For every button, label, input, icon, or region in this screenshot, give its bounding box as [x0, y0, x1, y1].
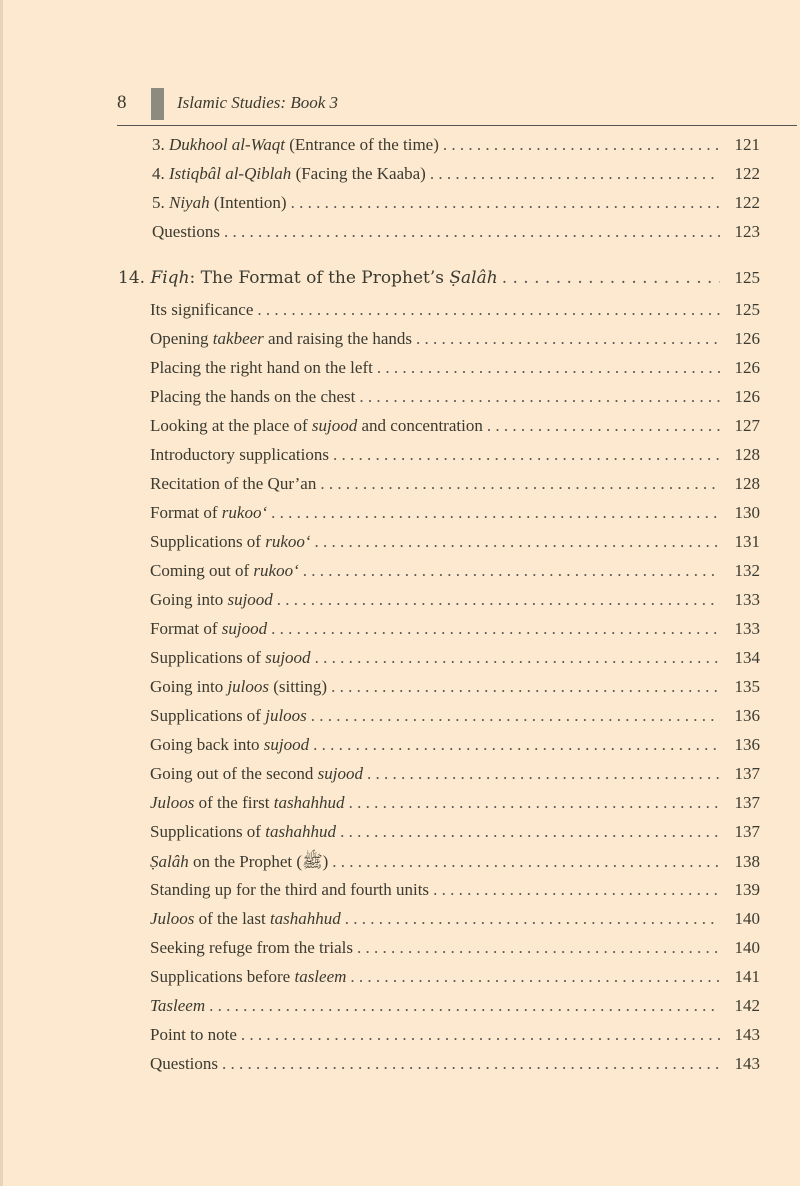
title-text: Supplications of — [150, 532, 266, 551]
page-number: 128 — [734, 474, 760, 493]
toc-entry-title — [150, 561, 299, 581]
header-rule — [117, 125, 797, 126]
toc-entry[interactable] — [150, 648, 760, 668]
italic-term: Tasleem — [150, 996, 206, 1015]
title-text: Its significance — [150, 300, 254, 319]
toc-entry-title — [150, 851, 328, 876]
toc-entry-title — [150, 300, 253, 320]
page-number: 126 — [734, 358, 760, 377]
dot-leader — [426, 164, 720, 184]
title-text: 4. — [152, 164, 169, 183]
toc-entry[interactable] — [150, 619, 760, 639]
title-text: : The Format of the Prophet’s — [189, 268, 450, 288]
italic-term: Ṣalâh — [449, 268, 498, 288]
italic-term: rukoo‘ — [221, 503, 268, 522]
toc-entry[interactable] — [150, 793, 760, 813]
dot-leader — [311, 532, 720, 552]
toc-entry-title — [150, 416, 483, 436]
page-number: 140 — [734, 909, 760, 928]
dot-leader — [327, 677, 720, 697]
title-text: Seeking refuge from the trials — [150, 938, 353, 957]
page-edge — [0, 0, 3, 1186]
italic-term: takbeer — [212, 329, 264, 348]
dot-leader — [287, 193, 720, 213]
dot-leader — [329, 445, 720, 465]
title-text: Point to note — [150, 1025, 237, 1044]
title-text: Supplications of — [150, 706, 266, 725]
toc-entry-title — [150, 677, 327, 697]
toc-entry-title — [150, 1054, 218, 1074]
toc-entry-title — [150, 938, 353, 958]
title-text: Looking at the place of — [150, 416, 312, 435]
toc-entry-title — [150, 909, 341, 929]
italic-term: sujood — [221, 619, 268, 638]
italic-term: Niyah — [169, 193, 210, 212]
title-text: Supplications of — [150, 822, 266, 841]
italic-term: Ṣalâh — [150, 852, 189, 871]
toc-entry-title — [150, 648, 311, 668]
page-number: 143 — [734, 1025, 760, 1044]
page-number: 133 — [734, 590, 760, 609]
page-number: 137 — [734, 822, 760, 841]
dot-leader — [336, 822, 720, 842]
title-text: of the first — [194, 793, 274, 812]
toc-entry-title — [152, 222, 220, 242]
toc-entry[interactable] — [150, 387, 760, 407]
toc-entry[interactable] — [150, 822, 760, 842]
dot-leader — [273, 590, 720, 610]
toc-entry[interactable] — [150, 764, 760, 784]
page-number: 141 — [734, 967, 760, 986]
dot-leader — [205, 996, 720, 1016]
toc-entry-title — [150, 503, 267, 523]
toc-entry[interactable] — [150, 996, 760, 1016]
toc-entry[interactable] — [150, 706, 760, 726]
dot-leader — [220, 222, 720, 242]
toc-entry-title — [150, 358, 373, 378]
toc-entry[interactable] — [150, 677, 760, 697]
toc-entry-title — [118, 268, 498, 288]
toc-entry[interactable] — [150, 851, 760, 876]
italic-term: juloos — [227, 677, 270, 696]
title-text: (Facing the Kaaba) — [291, 164, 426, 183]
toc-entry-title — [150, 590, 273, 610]
toc-entry[interactable] — [152, 193, 760, 213]
toc-entry-title — [150, 619, 267, 639]
toc-entry[interactable] — [150, 532, 760, 552]
dot-leader — [363, 764, 720, 784]
page-number: 126 — [734, 387, 760, 406]
toc-entry[interactable] — [152, 222, 760, 242]
italic-term: Istiqbâl al-Qiblah — [169, 164, 292, 183]
toc-entry-title — [150, 735, 309, 755]
title-text: and concentration — [357, 416, 483, 435]
title-text: Placing the hands on the chest — [150, 387, 356, 406]
title-text: Questions — [152, 222, 220, 241]
italic-term: juloos — [265, 706, 307, 725]
dot-leader — [345, 793, 720, 813]
title-text: Supplications of — [150, 648, 266, 667]
dot-leader — [237, 1025, 720, 1045]
running-title: Islamic Studies: Book 3 — [177, 93, 338, 112]
title-text: 3. — [152, 135, 169, 154]
page-number: 122 — [734, 164, 760, 183]
italic-term: tashahhud — [273, 793, 345, 812]
dot-leader — [218, 1054, 720, 1074]
page-number: 121 — [734, 135, 760, 154]
dot-leader — [311, 648, 720, 668]
page-number: 122 — [734, 193, 760, 212]
toc-entry-title — [152, 135, 439, 155]
title-text: Opening — [150, 329, 213, 348]
toc-entry[interactable] — [150, 1025, 760, 1045]
page-number: 137 — [734, 793, 760, 812]
dot-leader — [316, 474, 720, 494]
page-number: 138 — [734, 852, 760, 871]
italic-term: Juloos — [150, 909, 195, 928]
toc-entry-title — [150, 764, 363, 784]
page-number: 8 — [117, 92, 127, 113]
toc-entry-title — [150, 996, 205, 1016]
italic-term: Juloos — [150, 793, 195, 812]
title-text: 5. — [152, 193, 169, 212]
toc-entry[interactable] — [152, 164, 760, 184]
italic-term: sujood — [227, 590, 273, 609]
page-number: 134 — [734, 648, 760, 667]
italic-term: tashahhud — [265, 822, 337, 841]
dot-leader — [429, 880, 720, 900]
title-text: of the last — [194, 909, 270, 928]
toc-entry[interactable] — [150, 416, 760, 436]
italic-term: rukoo‘ — [265, 532, 311, 551]
toc-entry[interactable] — [150, 1054, 760, 1074]
title-text: Questions — [150, 1054, 218, 1073]
title-text: Recitation of the Qur’an — [150, 474, 317, 493]
italic-term: tasleem — [294, 967, 347, 986]
title-text: Format of — [150, 503, 222, 522]
page-number: 130 — [734, 503, 760, 522]
page-number: 123 — [734, 222, 760, 241]
title-text: Placing the right hand on the left — [150, 358, 373, 377]
page-number: 131 — [734, 532, 760, 551]
dot-leader — [309, 735, 720, 755]
title-text: Going out of the second — [150, 764, 318, 783]
title-text: on the Prophet (ﷺ) — [188, 852, 329, 871]
header-tab-bar — [151, 88, 164, 120]
dot-leader — [267, 503, 720, 523]
toc-entry[interactable] — [150, 938, 760, 958]
page-number: 139 — [734, 880, 760, 899]
dot-leader — [346, 967, 720, 987]
page-number: 136 — [734, 706, 760, 725]
title-text: (Entrance of the time) — [285, 135, 439, 154]
page-number: 143 — [734, 1054, 760, 1073]
title-text: Standing up for the third and fourth units — [150, 880, 430, 899]
toc-entry-title — [150, 706, 307, 726]
dot-leader — [328, 852, 720, 872]
toc-entry-title — [150, 880, 429, 900]
page-number: 126 — [734, 329, 760, 348]
title-text: Introductory supplications — [150, 445, 329, 464]
toc-entry[interactable] — [152, 135, 760, 155]
toc-chapter-row[interactable] — [118, 268, 760, 288]
title-text: Coming out of — [150, 561, 254, 580]
toc-entry-title — [152, 193, 287, 213]
title-text: Going into — [150, 677, 228, 696]
toc-entry[interactable] — [150, 445, 760, 465]
title-text: Going into — [150, 590, 228, 609]
page-number: 127 — [734, 416, 760, 435]
italic-term: sujood — [311, 416, 358, 435]
page-number: 133 — [734, 619, 760, 638]
dot-leader — [483, 416, 720, 436]
title-text: and raising the hands — [263, 329, 413, 348]
toc-entry-title — [150, 793, 345, 813]
toc-entry[interactable] — [150, 329, 760, 349]
toc-entry-title — [152, 164, 426, 184]
page-number: 132 — [734, 561, 760, 580]
toc-entry-title — [150, 329, 412, 349]
dot-leader — [267, 619, 720, 639]
dot-leader — [299, 561, 720, 581]
toc-entry[interactable] — [150, 300, 760, 320]
toc-entry[interactable] — [150, 358, 760, 378]
dot-leader — [498, 268, 720, 288]
italic-term: rukoo‘ — [253, 561, 299, 580]
page-number: 128 — [734, 445, 760, 464]
page-number: 125 — [734, 300, 760, 319]
toc-entry[interactable] — [150, 474, 760, 494]
page-number: 136 — [734, 735, 760, 754]
toc-entry-title — [150, 532, 311, 552]
toc-entry[interactable] — [150, 880, 760, 900]
dot-leader — [439, 135, 720, 155]
italic-term: tashahhud — [269, 909, 341, 928]
page-number: 142 — [734, 996, 760, 1015]
toc-entry[interactable] — [150, 590, 760, 610]
toc-entry[interactable] — [150, 909, 760, 929]
page-number: 125 — [734, 268, 760, 287]
title-text: (sitting) — [269, 677, 328, 696]
italic-term: Dukhool al-Waqt — [169, 135, 286, 154]
page-number: 140 — [734, 938, 760, 957]
title-text: Supplications before — [150, 967, 295, 986]
dot-leader — [373, 358, 720, 378]
dot-leader — [412, 329, 720, 349]
toc-entry-title — [150, 1025, 237, 1045]
toc-entry-title — [150, 387, 355, 407]
toc-entry[interactable] — [150, 967, 760, 987]
italic-term: sujood — [265, 648, 311, 667]
toc-entry-title — [150, 445, 329, 465]
title-text: Going back into — [150, 735, 264, 754]
toc-entry-title — [150, 474, 316, 494]
dot-leader — [355, 387, 720, 407]
dot-leader — [307, 706, 720, 726]
dot-leader — [353, 938, 720, 958]
toc-entry-title — [150, 822, 336, 842]
toc-entry[interactable] — [150, 503, 760, 523]
dot-leader — [253, 300, 720, 320]
italic-term: Fiqh — [150, 268, 190, 288]
page-number: 135 — [734, 677, 760, 696]
toc-entry[interactable] — [150, 561, 760, 581]
toc-entry-title — [150, 967, 346, 987]
italic-term: sujood — [263, 735, 310, 754]
dot-leader — [341, 909, 720, 929]
title-text: 14. — [118, 268, 151, 288]
page-header — [117, 88, 797, 118]
title-text: Format of — [150, 619, 222, 638]
italic-term: sujood — [317, 764, 363, 783]
toc-entry[interactable] — [150, 735, 760, 755]
page-number: 137 — [734, 764, 760, 783]
title-text: (Intention) — [209, 193, 287, 212]
